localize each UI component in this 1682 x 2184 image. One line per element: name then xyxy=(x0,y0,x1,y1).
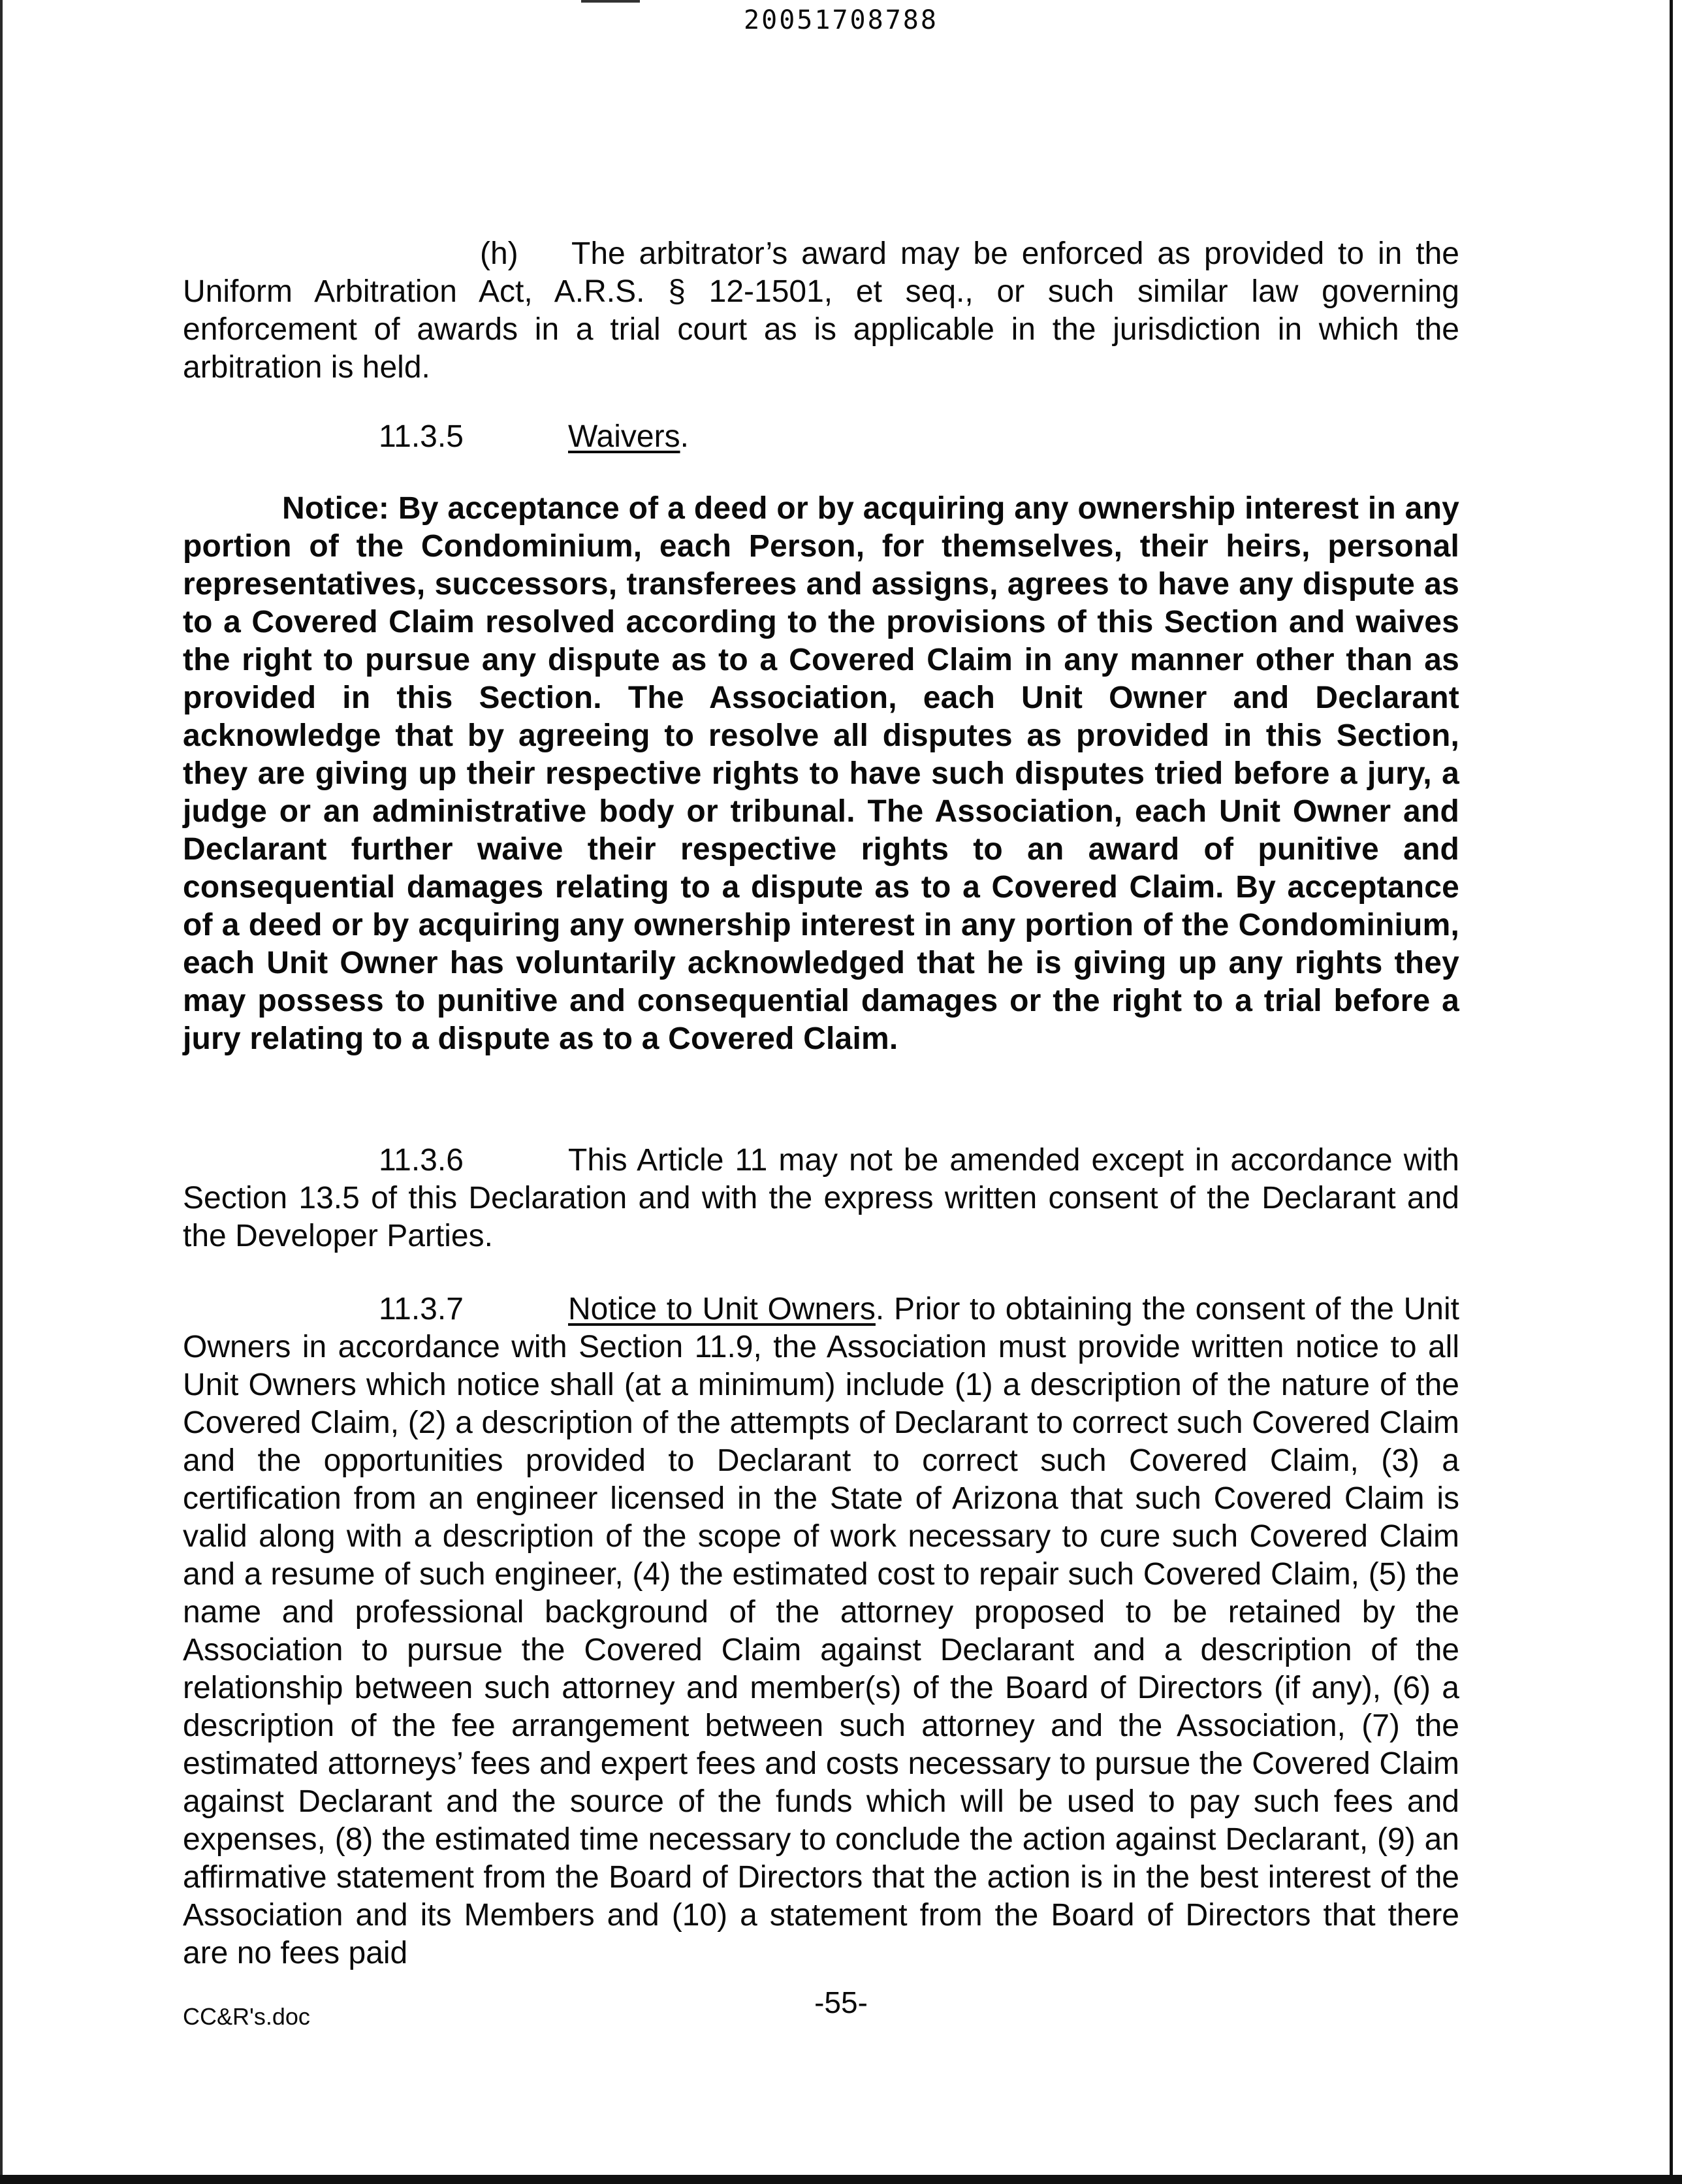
paragraph-h-label: (h) xyxy=(480,236,518,271)
top-rule-mark xyxy=(581,0,640,3)
section-11-3-7-paragraph xyxy=(183,1291,1459,1972)
page-number: -55- xyxy=(814,1985,868,2019)
scan-border-right xyxy=(1670,0,1673,2184)
notice-paragraph xyxy=(183,490,1459,1058)
section-11-3-7-text: Prior to obtaining the consent of the Unit Owners in accordance with Section 11.9, the Association must provide written notice to all Unit Owners which notice shall (at a minimum) include (1) a description of the nature of the Covered Claim, (2) a description of the attempts of Declarant to correct such Covered Claim and the opportunities provided to Declarant to correct such Covered Claim, (3) a certification from an engineer licensed in the State of Arizona that such Covered Claim is valid along with a description of the scope of work necessary to cure such Covered Claim and a resume of such engineer, (4) the estimated cost to repair such Covered Claim, (5) the name and professional background of the attorney proposed to be retained by the Association to pursue the Covered Claim against Declarant and a description of the relationship between such attorney and member(s) of the Board of Directors (if any), (6) a description of the fee arrangement between such attorney and the Association, (7) the estimated attorneys’ fees and expert fees and costs necessary to pursue the Covered Claim against Declarant and the source of the funds which will be used to pay such fees and expenses, (8) the estimated time necessary to conclude the action against Declarant, (9) an affirmative statement from the Board of Directors that the action is in the best interest of the Association and its Members and (10) a statement from the Board of Directors that there are no fees paid xyxy=(183,1292,1459,1970)
footer-filename: CC&R's.doc xyxy=(183,2003,310,2030)
section-11-3-6-number: 11.3.6 xyxy=(379,1143,464,1178)
section-11-3-5-title-punct: . xyxy=(680,419,689,454)
section-11-3-7-title-punct: . xyxy=(875,1292,885,1326)
paragraph-h xyxy=(183,235,1459,387)
section-11-3-6-paragraph xyxy=(183,1142,1459,1255)
document-number: 20051708788 xyxy=(744,5,938,35)
notice-text: Notice: By acceptance of a deed or by acquiring any ownership interest in any portion of the Condominium, each Person, for themselves, their heirs, personal representatives, successors, transferees and assigns, agrees to have any dispute as to a Covered Claim resolved according to the provisions of this Section and waives the right to pursue any dispute as to a Covered Claim in any manner other than as provided in this Section. The Association, each Unit Owner and Declarant acknowledge that by agreeing to resolve all disputes as provided in this Section, they are giving up their respective rights to have such disputes tried before a jury, a judge or an administrative body or tribunal. The Association, each Unit Owner and Declarant further waive their respective rights to an award of punitive and consequential damages relating to a dispute as to a Covered Claim. By acceptance of a deed or by acquiring any ownership interest in any portion of the Condominium, each Unit Owner has voluntarily acknowledged that he is giving up any rights they may possess to punitive and consequential damages or the right to a trial before a jury relating to a dispute as to a Covered Claim. xyxy=(183,491,1459,1056)
paragraph-h-text: The arbitrator’s award may be enforced as provided to in the Uniform Arbitration Act, A.R.S. § 12-1501, et seq., or such similar law governing enforcement of awards in a trial court as is applicable in the jurisdiction in which the arbitration is held. xyxy=(183,236,1459,385)
section-11-3-5-title: Waivers xyxy=(568,419,680,454)
scan-border-bottom xyxy=(0,2175,1682,2184)
section-11-3-6-text: This Article 11 may not be amended except in accordance with Section 13.5 of this Declaration and with the express written consent of the Declarant and the Developer Parties. xyxy=(183,1143,1459,1253)
section-11-3-5-number: 11.3.5 xyxy=(379,419,464,454)
section-11-3-7-title: Notice to Unit Owners xyxy=(568,1292,876,1326)
section-11-3-5-heading xyxy=(183,418,689,456)
section-11-3-7-number: 11.3.7 xyxy=(379,1292,464,1326)
scan-border-left xyxy=(0,0,3,2184)
